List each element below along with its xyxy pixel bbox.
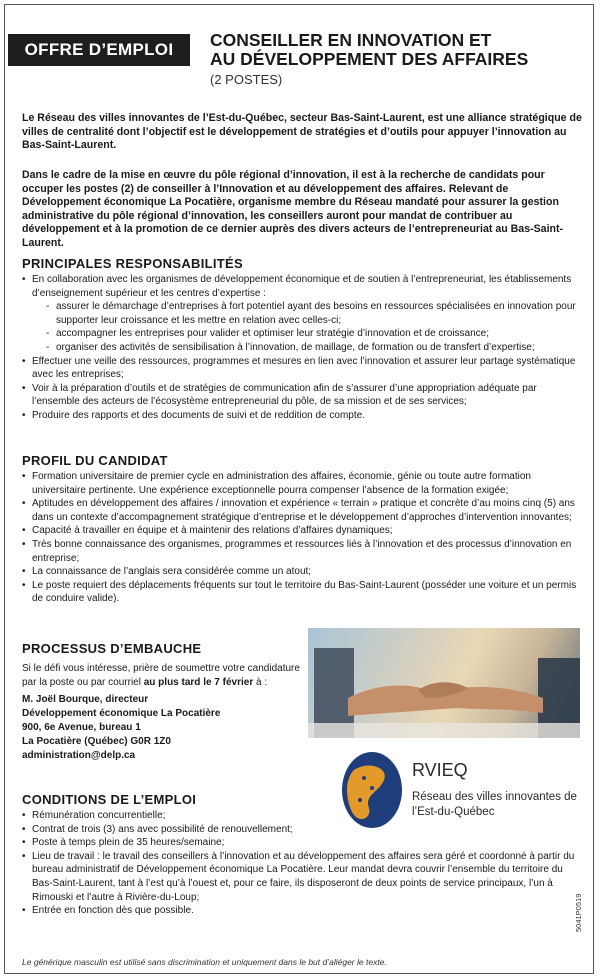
contact-city: La Pocatière (Québec) G0R 1Z0	[22, 736, 171, 747]
section-heading-hiring-process: PROCESSUS D’EMBAUCHE	[22, 641, 202, 656]
responsibilities-sublist	[32, 300, 578, 354]
section-heading-responsibilities: PRINCIPALES RESPONSABILITÉS	[22, 256, 243, 271]
list-item: • Aptitudes en développement des affaires / innovation et expérience « terrain » pratique et concrète d’au moins cinq (5) ans dans un contexte d’accompagnement stratégique d’entreprise et le développement d’approches d’intervention innovantes;	[22, 497, 578, 524]
list-item: • Poste à temps plein de 35 heures/semaine;	[22, 836, 578, 850]
list-item: • Très bonne connaissance des organismes, programmes et ressources liés à l’innovation et des processus d’innovation en entreprise;	[22, 538, 578, 565]
list-item: • Produire des rapports et des documents de suivi et de reddition de compte.	[22, 409, 578, 423]
contact-address	[22, 693, 302, 763]
list-item: • En collaboration avec les organismes de développement économique et de soutien à l’entrepreneuriat, les établissements d’enseignement supérieur et les centres d’expertise : - assurer le démarchage d’entreprises à fort potentiel ayant des besoins en ressources spécialisées en innovation pour supporter leur croissance et les mettre en relation avec celles-ci; - accompagner les entreprises pour valider et optimiser leur stratégie d’innovation et de croissance; - organiser des activités de sensibilisation à l’innovation, de maillage, de formation ou de transfert d’expertise;	[22, 273, 578, 355]
job-title-line1: CONSEILLER EN INNOVATION ET	[210, 30, 492, 50]
rvieq-acronym: RVIEQ	[412, 760, 468, 780]
rvieq-name: Réseau des villes innovantes de l’Est-du-Québec	[412, 791, 577, 818]
contact-organization: Développement économique La Pocatière	[22, 708, 221, 719]
job-offer-badge: OFFRE D’EMPLOI	[8, 34, 190, 66]
job-title	[210, 31, 590, 69]
list-item: • Formation universitaire de premier cycle en administration des affaires, économie, génie ou toute autre formation universitaire pertinente. Une expérience exceptionnelle pourra compenser l’absence de la formation exigée;	[22, 470, 578, 497]
positions-count: (2 POSTES)	[210, 72, 283, 87]
intro-paragraph-2: Dans le cadre de la mise en œuvre du pôle régional d’innovation, il est à la recherche de candidats pour occuper les postes (2) de conseiller à l’Innovation et au développement des affaires. Relevant de Développement économique La Pocatière, organisme membre du Réseau mandaté pour assurer la gestion administrative du pôle régional d’innovation, les conseillers auront pour mandat de contribuer au développement et à la promotion de ce dernier auprès des divers acteurs de l’entrepreneuriat au Bas-Saint-Laurent.	[22, 169, 564, 249]
list-item: • Le poste requiert des déplacements fréquents sur tout le territoire du Bas-Saint-Laurent (posséder une voiture et un permis de conduire valide).	[22, 579, 578, 606]
list-item: - organiser des activités de sensibilisation à l’innovation, de maillage, de formation ou de transfert d’expertise;	[46, 341, 578, 355]
handshake-illustration	[308, 628, 580, 738]
list-item: - accompagner les entreprises pour valider et optimiser leur stratégie d’innovation et de croissance;	[46, 327, 578, 341]
deadline: au plus tard le 7 février	[143, 676, 254, 688]
job-title-line2: AU DÉVELOPPEMENT DES AFFAIRES	[210, 49, 529, 69]
section-heading-conditions: CONDITIONS DE L’EMPLOI	[22, 792, 197, 807]
contact-name: M. Joël Bourque, directeur	[22, 694, 149, 705]
intro-paragraph-1: Le Réseau des villes innovantes de l’Est-du-Québec, secteur Bas-Saint-Laurent, est une alliance stratégique de villes de centralité dont l’objectif est le développement de stratégies et d’outils pour appuyer l’innovation au Bas-Saint-Laurent.	[22, 112, 582, 151]
list-item: • Rémunération concurrentielle;	[22, 809, 578, 823]
responsibilities-list	[22, 273, 578, 423]
list-item: - assurer le démarchage d’entreprises à fort potentiel ayant des besoins en ressources spécialisées en innovation pour supporter leur croissance et les mettre en relation avec celles-ci;	[46, 300, 578, 327]
list-item: • Effectuer une veille des ressources, programmes et mesures en lien avec l’innovation et assurer leur partage systématique avec les entreprises;	[22, 355, 578, 382]
conditions-list	[22, 809, 578, 918]
list-item: • Lieu de travail : le travail des conseillers à l’innovation et au développement des affaires sera géré et coordonné à partir du bureau administratif de Développement économique La Pocatière. Leur mandat devra couvrir l’ensemble du territoire du Bas-Saint-Laurent, tant à l’est qu’à l’ouest et, pour ce faire, ils disposeront de deux points de service principaux, l’un à Rimouski et l’autre à Rivière-du-Loup;	[22, 850, 578, 904]
list-item: • Entrée en fonction dès que possible.	[22, 904, 578, 918]
list-item: • Contrat de trois (3) ans avec possibilité de renouvellement;	[22, 823, 578, 837]
handshake-photo	[308, 628, 580, 738]
ad-code: 5041P0519	[574, 893, 583, 932]
section-heading-profile: PROFIL DU CANDIDAT	[22, 453, 168, 468]
list-item: • Voir à la préparation d’outils et de stratégies de communication afin de s’assurer d’une appropriation adéquate par l’ensemble des acteurs de l’écosystème entrepreneurial du pôle, de sa mission et de ses services;	[22, 382, 578, 409]
hiring-process-text: Si le défi vous intéresse, prière de soumettre votre candidature par la poste ou par courriel au plus tard le 7 février à :	[22, 663, 300, 688]
contact-street: 900, 6e Avenue, bureau 1	[22, 722, 141, 733]
footer-note: Le générique masculin est utilisé sans discrimination et uniquement dans le but d’alléger le texte.	[22, 957, 387, 967]
profile-list	[22, 470, 578, 606]
contact-email[interactable]: administration@delp.ca	[22, 750, 136, 761]
list-item: • Capacité à travailler en équipe et à maintenir des relations d’affaires dynamiques;	[22, 524, 578, 538]
list-item: • La connaissance de l’anglais sera considérée comme un atout;	[22, 565, 578, 579]
